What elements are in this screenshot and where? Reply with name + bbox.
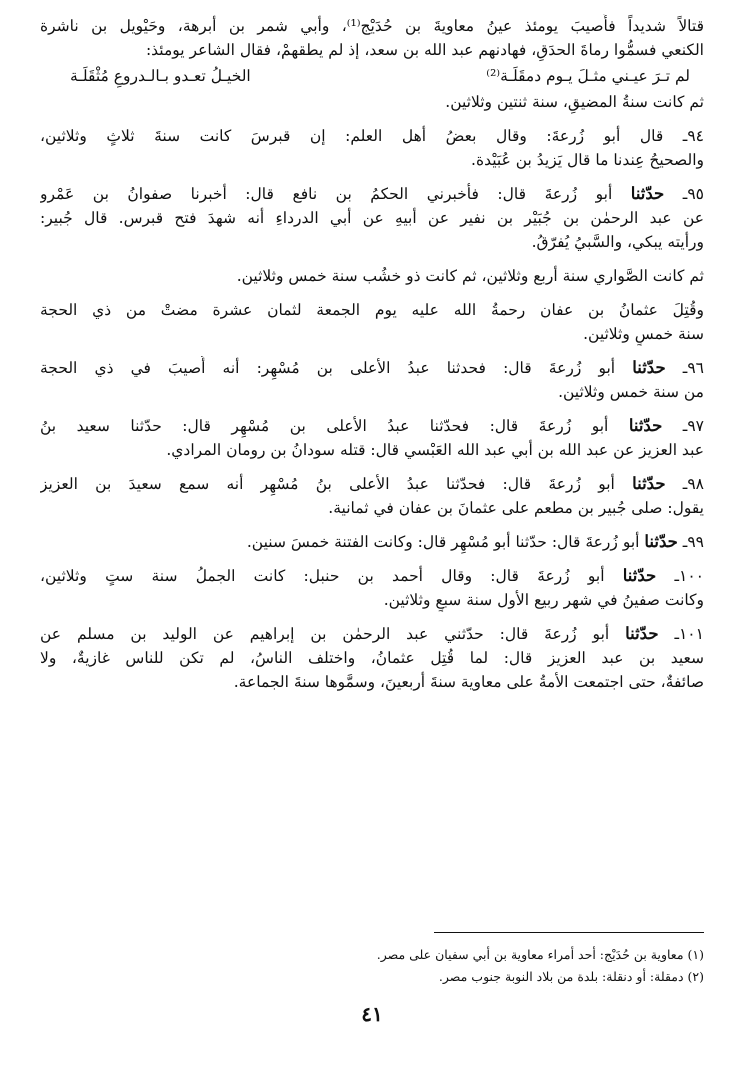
hadith-number: ١٠١ـ [674, 625, 704, 643]
text-line: وكانت صفينُ في شهر ربيع الأول سنة سبعٍ وثلاثين. [383, 591, 704, 609]
text-line: وقُتِلَ عثمانُ بن عفان رحمةُ الله عليه يوم الجمعة لثمان عشرة مضتْ من ذي الحجة [40, 301, 704, 319]
hadith-number: ١٠٠ـ [674, 567, 704, 585]
paragraph-99 [40, 530, 704, 554]
footnotes [40, 944, 704, 988]
text-line: ورأيته يبكي، والسَّبيُ يُفرّقُ. [531, 233, 704, 251]
text-line: ثم كانت الصَّواري سنة أربع وثلاثين، ثم كانت ذو خشُب سنة خمس وثلاثين. [236, 267, 704, 285]
paragraph-101 [40, 622, 704, 694]
page-number: ٤١ [361, 1002, 383, 1026]
poem-verse [40, 62, 704, 90]
text-line: ثم كانت سنةُ المضيقِ، سنة ثنتين وثلاثين. [445, 93, 704, 111]
text-span: أبو زُرعةَ قال: حدّثنا أبو مُسْهِر قال: وكانت الفتنة خمسَ سنين. [246, 533, 640, 551]
text-line: قتالاً شديداً فأُصيبَ يومئذ عينُ معاويةَ بن حُدَيْج⁽¹⁾، وأبي شمر بن أبرهة، وحَيْويل بن ناشرة [40, 17, 704, 35]
text-span: أبو زُرعةَ قال: وقال أحمد بن حنبل: كانت الجملُ سنة ستٍ وثلاثين، [40, 567, 605, 585]
text-line: ٩٤ـ قال أبو زُرعةَ: وقال بعضُ أهل العلم: إن قبرسَ كانت سنةَ ثلاثٍ وثلاثين، [40, 127, 704, 145]
text-line: سنة خمسٍ وثلاثين. [583, 325, 704, 343]
poem-hemistich-left: الخيـلُ تعـدو بـالـدروعِ مُثْقَلَـة [70, 67, 251, 85]
paragraph-100 [40, 564, 704, 612]
hadith-number: ٩٨ـ [682, 475, 704, 493]
text-line: عبد العزيز عن عبد الله بن أبي عبد الله العَبْسي قال: قتله سودانُ بن رومان المرادي. [166, 441, 704, 459]
footnote: (٢) دمقلة: أو دنقلة: بلدة من بلاد النوبة جنوب مصر. [438, 969, 704, 984]
text-line: سعيد بن عبد العزيز قال: لما قُتِل عثمانُ، واختلف الناسُ، لم تكن للناس غازيةٌ، ولا [40, 649, 704, 667]
paragraph-intro [40, 14, 704, 62]
paragraph-98 [40, 472, 704, 520]
text-span: أبو زُرعةَ قال: فأخبرني الحكمُ بن نافع قال: أخبرنا صفوانُ بن عَمْرو [40, 185, 613, 203]
text-span: أبو زُرعةَ قال: فحدثنا عبدُ الأعلى بن مُسْهِر: أنه أُصيبَ في ذي الحجة [40, 359, 616, 377]
hadith-keyword: حدّثنا [630, 184, 665, 203]
paragraph-97 [40, 414, 704, 462]
hadith-keyword: حدّثنا [622, 566, 657, 585]
hadith-number: ٩٩ـ [682, 533, 704, 551]
hadith-number: ٩٥ـ [682, 185, 704, 203]
text-line: والصحيحُ عِندنا ما قال يَزيدُ بن عُبَيْدة. [471, 151, 704, 169]
text-line: الكنعي فسمُّوا رماةَ الحدَقِ، فهادنهم عبد الله بن سعد، إذ لم يطقهمْ، فقال الشاعر يومئذ: [145, 41, 704, 59]
footnote-divider [434, 932, 704, 933]
paragraph-uthman [40, 298, 704, 346]
hadith-keyword: حدّثنا [625, 624, 659, 643]
footnote: (١) معاوية بن حُدَيْج: أحد أمراء معاوية بن أبي سفيان على مصر. [376, 947, 704, 962]
text-span: أبو زُرعةَ قال: فحدّثنا عبدُ الأعلى بن مُسْهِر قال: حدّثنا سعيد بنُ [40, 417, 609, 435]
text-line: يقول: صلى جُبير بن مطعم على عثمانَ بن عفان في ثمانية. [328, 499, 704, 517]
hadith-number: ٩٧ـ [682, 417, 704, 435]
hadith-keyword: حدّثنا [632, 358, 666, 377]
hadith-keyword: حدّثنا [628, 416, 663, 435]
paragraph-94 [40, 124, 704, 172]
hadith-number: ٩٦ـ [682, 359, 704, 377]
paragraph-95 [40, 182, 704, 254]
text-span: أبو زُرعةَ قال: حدّثني عبد الرحمٰن بن إبراهيم عن الوليد بن مسلم عن [40, 625, 610, 643]
text-line: عن عبد الرحمٰن بن جُبَيْر بن نفير عن أبيهِ عن أبي الدرداءِ أنه شهدَ فتح قبرس. قال جُبير: [40, 209, 704, 227]
poem-hemistich-right: لم تـرَ عيـني مثـلَ يـوم دمقَلَـة⁽²⁾ [486, 67, 690, 85]
hadith-keyword: حدّثنا [644, 532, 678, 551]
text-line: صائفةٌ، حتى اجتمعت الأمةُ على معاوية سنةَ أربعينَ، وسمَّوها سنةَ الجماعة. [233, 673, 704, 691]
main-text [40, 14, 704, 694]
text-span: أبو زُرعةَ قال: فحدّثنا عبدُ الأعلى بنُ مُسْهِر أنه سمع سعيدَ بن العزيز [40, 475, 615, 493]
paragraph-96 [40, 356, 704, 404]
text-line: من سنة خمس وثلاثين. [558, 383, 704, 401]
hadith-keyword: حدّثنا [632, 474, 666, 493]
